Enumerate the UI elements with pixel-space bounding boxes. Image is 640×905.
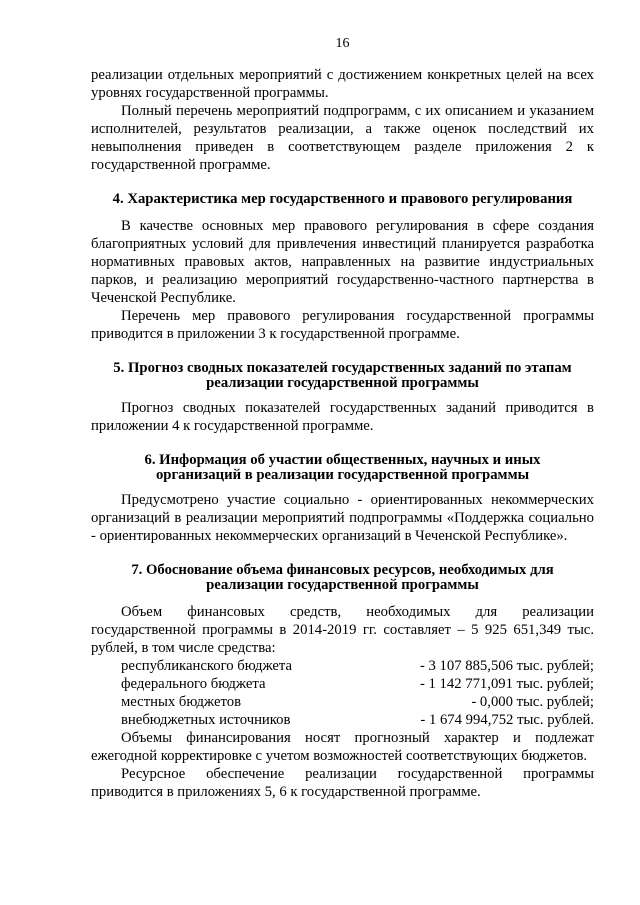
funding-label: внебюджетных источников	[121, 712, 291, 728]
section-6-heading-line-1: 6. Информация об участии общественных, научных и иных	[144, 452, 541, 468]
section-5-heading	[91, 361, 594, 391]
section-6-paragraph-1: Предусмотрено участие социально - ориентированных некоммерческих организаций в реализации мероприятий подпрограммы «Поддержка социально - ориентированных некоммерческих организаций в Чеченской Республике».	[91, 492, 594, 544]
section-7-heading	[91, 563, 594, 593]
section-4-paragraph-2: Перечень мер правового регулирования государственной программы приводится в приложении 3 к государственной программе.	[91, 308, 594, 342]
section-5-paragraph-1: Прогноз сводных показателей государственных заданий приводится в приложении 4 к государственной программе.	[91, 400, 594, 434]
funding-label: местных бюджетов	[121, 694, 242, 710]
funding-row	[91, 693, 594, 711]
funding-label: республиканского бюджета	[121, 658, 293, 674]
intro-paragraph-1: реализации отдельных мероприятий с достижением конкретных целей на всех уровнях государственной программы.	[91, 67, 594, 101]
funding-label: федерального бюджета	[121, 676, 266, 692]
section-5-heading-line-2: реализации государственной программы	[206, 375, 479, 391]
funding-value: - 1 674 994,752 тыс. рублей.	[420, 712, 594, 728]
section-6-heading-line-2: организаций в реализации государственной программы	[155, 467, 530, 483]
funding-list	[91, 657, 594, 729]
intro-paragraph-2: Полный перечень мероприятий подпрограмм, с их описанием и указанием исполнителей, результатов реализации, а также оценок последствий их невыполнения приведен в соответствующем разделе приложения 2 к государственной программе.	[91, 103, 594, 173]
section-7-heading-line-2: реализации государственной программы	[206, 577, 479, 593]
section-7-heading-line-1: 7. Обоснование объема финансовых ресурсов, необходимых для	[131, 562, 554, 578]
page-content	[91, 66, 594, 801]
section-4-paragraph-1: В качестве основных мер правового регулирования в сфере создания благоприятных условий для привлечения инвестиций планируется разработка нормативных правовых актов, направленных на развитие индустриальных парков, и реализацию мероприятий государственно-частного партнерства в Чеченской Республике.	[91, 218, 594, 306]
funding-value: - 0,000 тыс. рублей;	[471, 694, 594, 710]
funding-row	[91, 675, 594, 693]
funding-row	[91, 711, 594, 729]
funding-row	[91, 657, 594, 675]
section-7-paragraph-3: Ресурсное обеспечение реализации государственной программы приводится в приложениях 5, 6 к государственной программе.	[91, 766, 594, 800]
section-7-paragraph-1: Объем финансовых средств, необходимых для реализации государственной программы в 2014-2019 гг. составляет – 5 925 651,349 тыс. рублей, в том числе средства:	[91, 604, 594, 656]
section-4-heading: 4. Характеристика мер государственного и правового регулирования	[112, 191, 573, 207]
section-7-paragraph-2: Объемы финансирования носят прогнозный характер и подлежат ежегодной корректировке с учетом возможностей соответствующих бюджетов.	[91, 730, 594, 764]
funding-value: - 3 107 885,506 тыс. рублей;	[419, 658, 594, 674]
section-5-heading-line-1: 5. Прогноз сводных показателей государственных заданий по этапам	[113, 360, 572, 376]
section-6-heading	[91, 453, 594, 483]
funding-value: - 1 142 771,091 тыс. рублей;	[419, 676, 594, 692]
page-number: 16	[335, 36, 350, 51]
